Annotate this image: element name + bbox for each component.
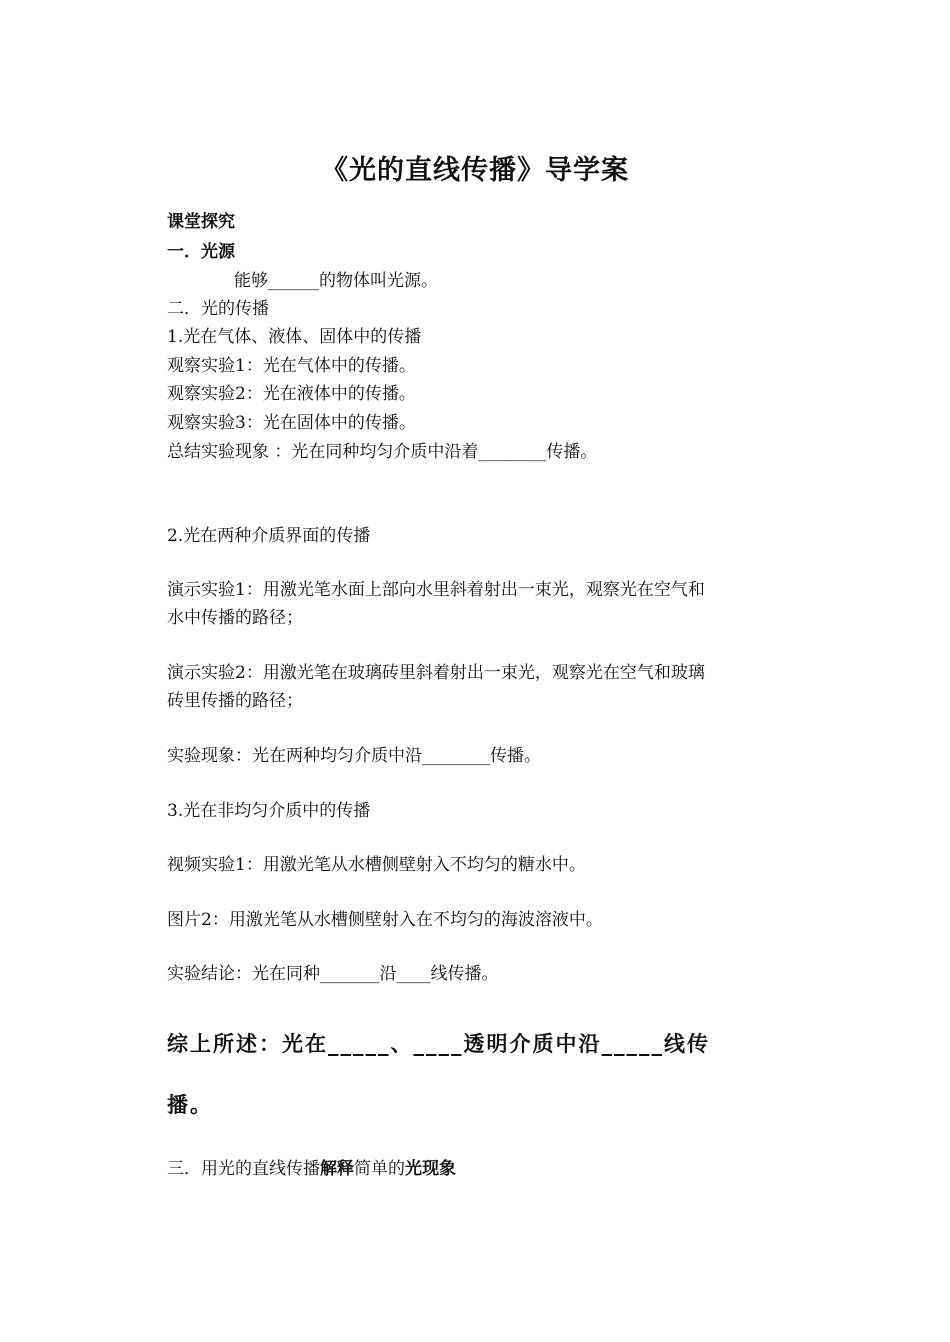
part3-prefix: 三．用光的直线传播 bbox=[167, 1159, 320, 1179]
observe-exp1: 观察实验1：光在气体中的传播。 bbox=[167, 356, 416, 376]
observe-exp3: 观察实验3：光在固体中的传播。 bbox=[167, 413, 416, 433]
sub1-heading: 1.光在气体、液体、固体中的传播 bbox=[167, 327, 422, 347]
part1-heading: 一．光源 bbox=[167, 242, 235, 262]
summary-line2: 播。 bbox=[167, 1093, 213, 1117]
section-heading: 课堂探究 bbox=[167, 212, 235, 232]
part2-heading: 二．光的传播 bbox=[167, 299, 269, 319]
part3-heading bbox=[167, 1157, 456, 1181]
demo1-line1: 演示实验1：用激光笔水面上部向水里斜着射出一束光，观察光在空气和 bbox=[167, 580, 705, 600]
sub3-conclusion: 实验结论：光在同种_______沿____线传播。 bbox=[167, 964, 499, 984]
sub3-heading: 3.光在非均匀介质中的传播 bbox=[167, 801, 371, 821]
part1-text: 能够______的物体叫光源。 bbox=[234, 271, 438, 291]
summary-line1: 综上所述：光在_____、____透明介质中沿_____线传 bbox=[167, 1032, 710, 1056]
observe-exp2: 观察实验2：光在液体中的传播。 bbox=[167, 384, 416, 404]
page-title: 《光的直线传播》导学案 bbox=[321, 155, 629, 186]
sub2-result: 实验现象：光在两种均匀介质中沿________传播。 bbox=[167, 746, 541, 766]
video-exp1: 视频实验1：用激光笔从水槽侧壁射入不均匀的糖水中。 bbox=[167, 855, 586, 875]
part3-bold-explain: 解释 bbox=[320, 1159, 354, 1179]
demo2-line2: 砖里传播的路径； bbox=[167, 691, 303, 711]
part3-bold-phenomenon: 光现象 bbox=[405, 1159, 456, 1179]
part3-middle: 简单的 bbox=[354, 1159, 405, 1179]
demo2-line1: 演示实验2：用激光笔在玻璃砖里斜着射出一束光，观察光在空气和玻璃 bbox=[167, 663, 705, 683]
sub2-heading: 2.光在两种介质界面的传播 bbox=[167, 526, 371, 546]
sub1-summary: 总结实验现象 ：光在同种均匀介质中沿着________传播。 bbox=[167, 442, 598, 462]
demo1-line2: 水中传播的路径； bbox=[167, 608, 303, 628]
picture-2: 图片2：用激光笔从水槽侧壁射入在不均匀的海波溶液中。 bbox=[167, 910, 603, 930]
